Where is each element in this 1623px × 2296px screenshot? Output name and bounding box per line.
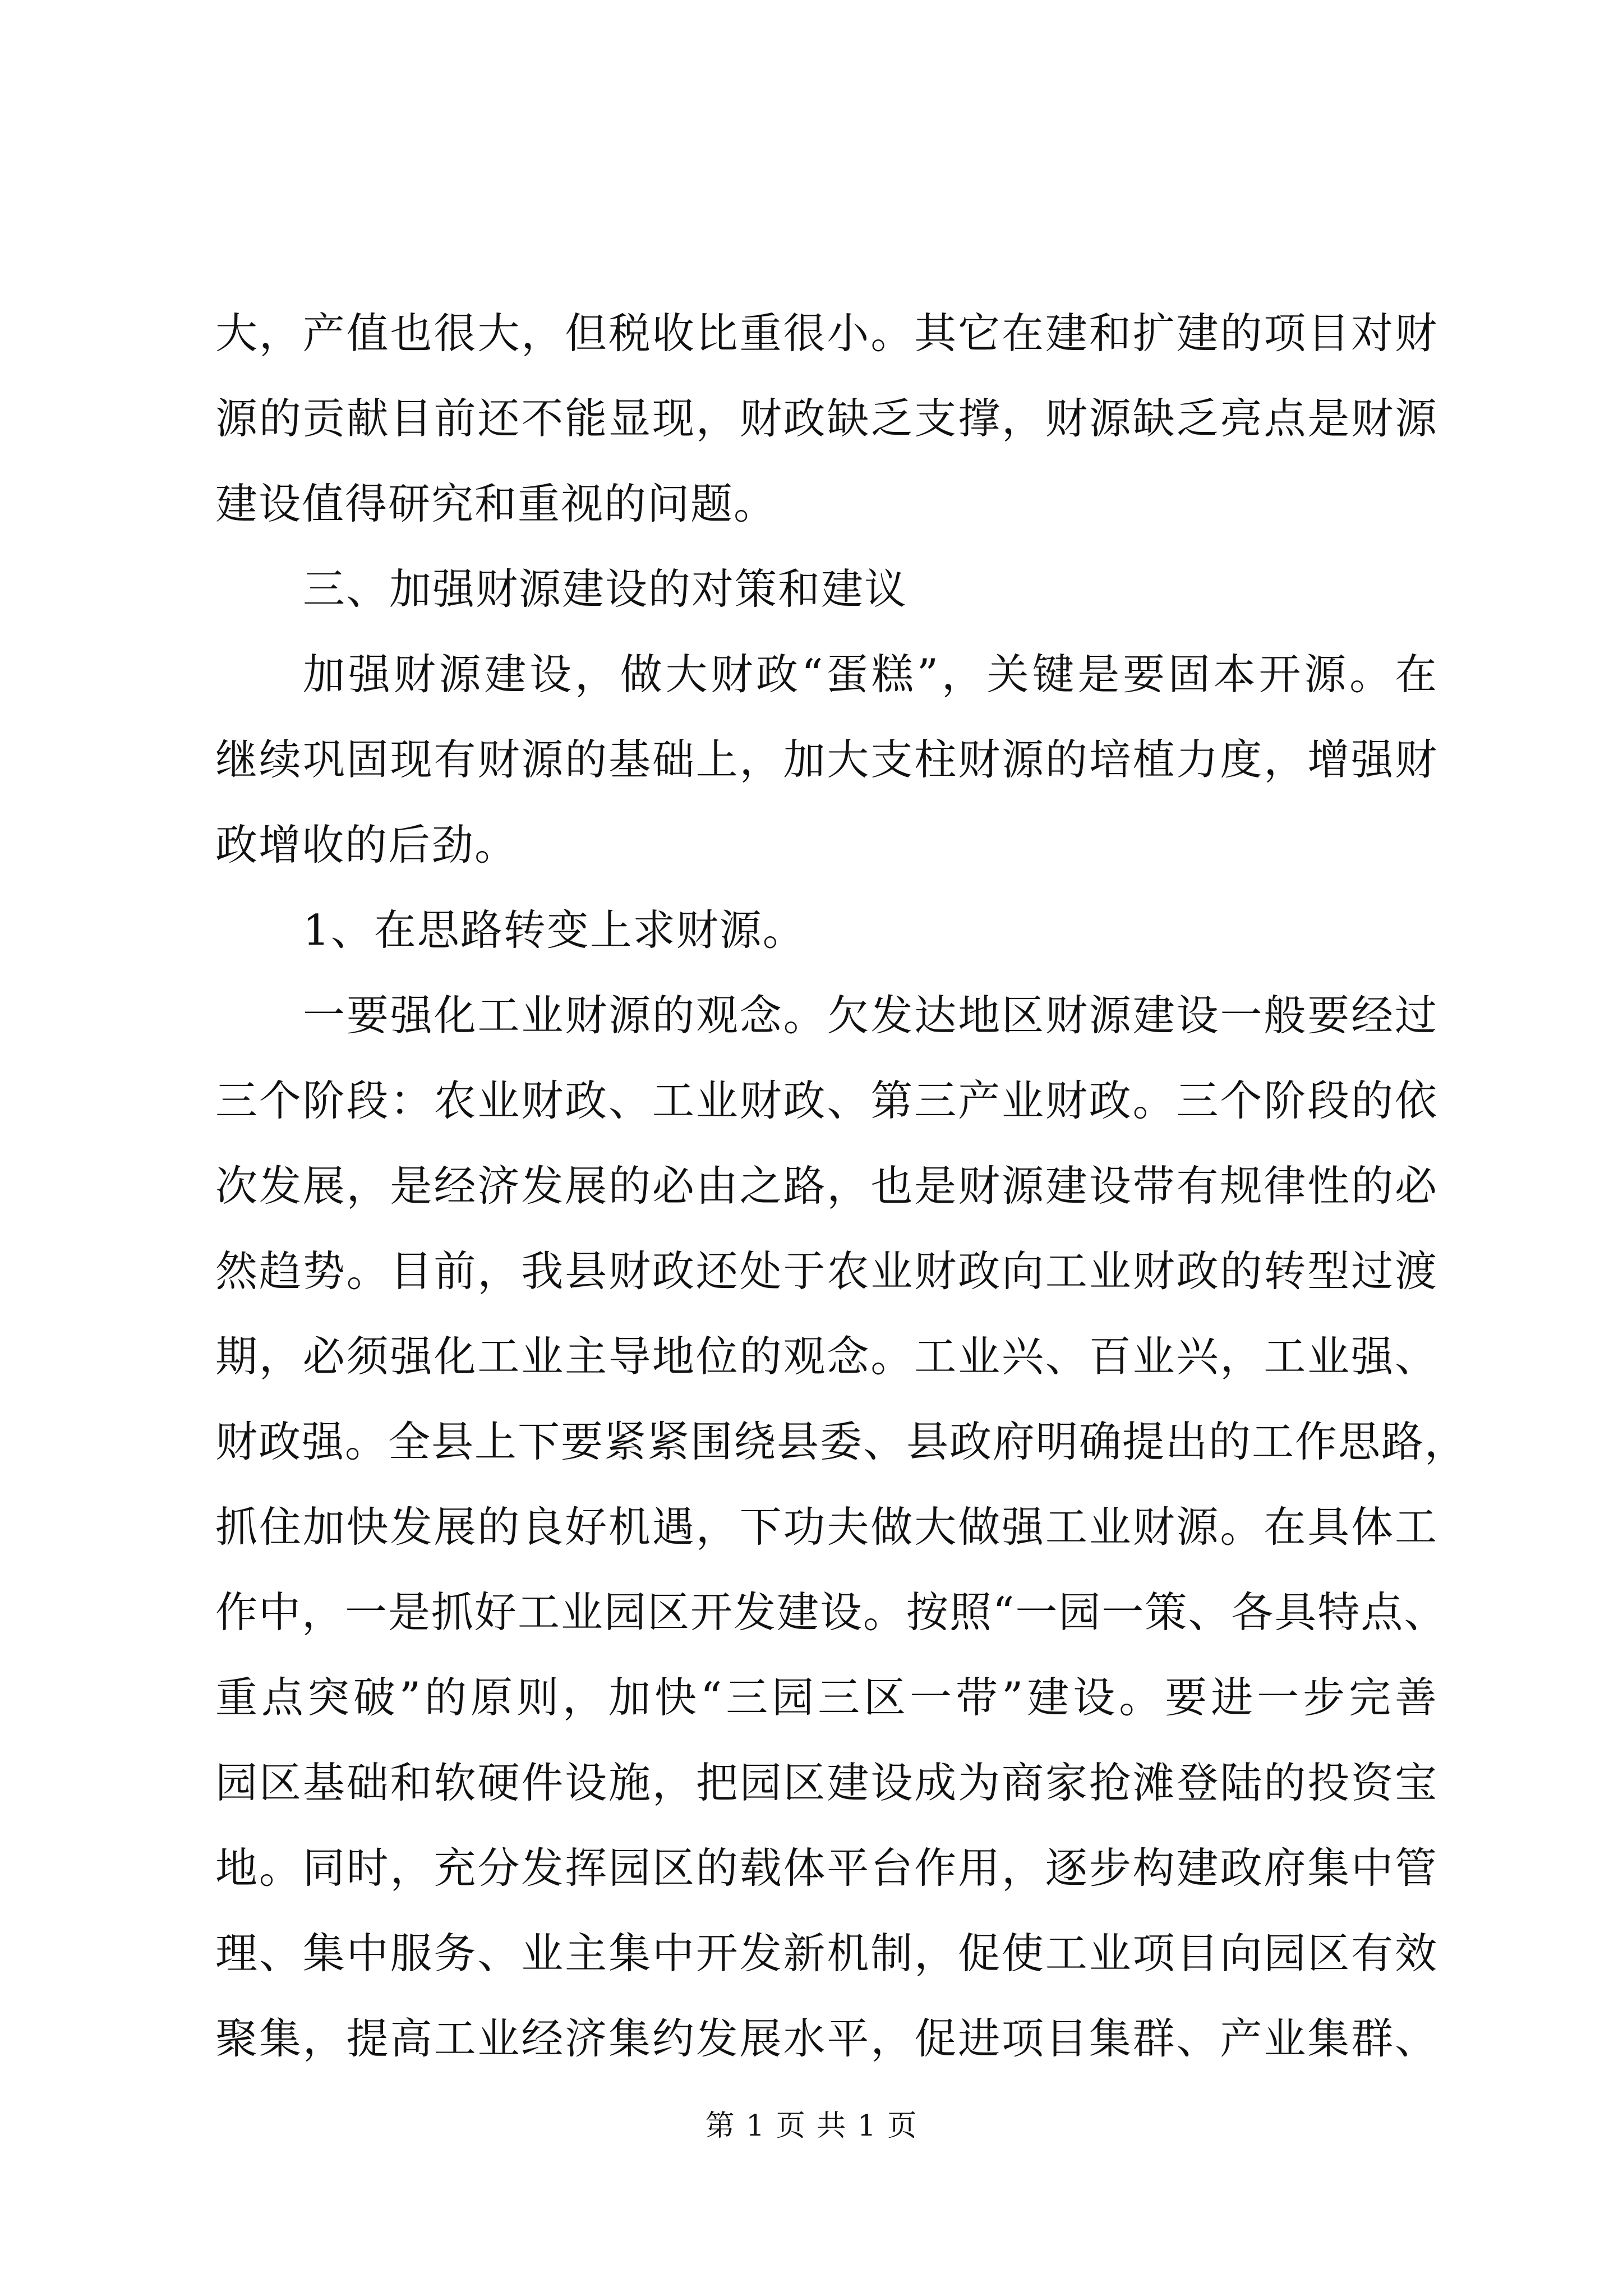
text-line: 继续巩固现有财源的基础上，加大支柱财源的培植力度，增强财 — [215, 735, 1438, 784]
text-line: 理、集中服务、业主集中开发新机制，促使工业项目向园区有效 — [215, 1929, 1438, 1978]
text-line: 然趋势。目前，我县财政还处于农业财政向工业财政的转型过渡 — [215, 1246, 1438, 1296]
text-line: 地。同时，充分发挥园区的载体平台作用，逐步构建政府集中管 — [215, 1843, 1438, 1893]
text-line: 财政强。全县上下要紧紧围绕县委、县政府明确提出的工作思路， — [215, 1417, 1468, 1466]
text-line: 聚集，提高工业经济集约发展水平，促进项目集群、产业集群、 — [215, 2014, 1438, 2063]
document-body — [215, 291, 1468, 2081]
text-line: 建设值得研究和重视的问题。 — [215, 479, 777, 528]
text-line: 大，产值也很大，但税收比重很小。其它在建和扩建的项目对财 — [215, 309, 1438, 358]
text-line: 作中，一是抓好工业园区开发建设。按照“一园一策、各具特点、 — [215, 1588, 1447, 1637]
text-line: 一要强化工业财源的观念。欠发达地区财源建设一般要经过 — [303, 991, 1438, 1040]
text-line: 重点突破”的原则，加快“三园三区一带”建设。要进一步完善 — [215, 1673, 1438, 1722]
text-line: 三个阶段：农业财政、工业财政、第三产业财政。三个阶段的依 — [215, 1076, 1438, 1125]
text-line: 政增收的后劲。 — [215, 820, 518, 869]
text-line: 源的贡献目前还不能显现，财政缺乏支撑，财源缺乏亮点是财源 — [215, 394, 1438, 443]
subsection-heading: 1、在思路转变上求财源。 — [303, 905, 806, 955]
page-footer: 第 1 页 共 1 页 — [705, 2109, 918, 2143]
text-line: 次发展，是经济发展的必由之路，也是财源建设带有规律性的必 — [215, 1161, 1438, 1211]
text-line: 抓住加快发展的良好机遇，下功夫做大做强工业财源。在具体工 — [215, 1502, 1438, 1552]
text-line: 园区基础和软硬件设施，把园区建设成为商家抢滩登陆的投资宝 — [215, 1758, 1438, 1807]
text-line: 期，必须强化工业主导地位的观念。工业兴、百业兴，工业强、 — [215, 1332, 1438, 1381]
section-heading: 三、加强财源建设的对策和建议 — [303, 564, 908, 614]
text-line: 加强财源建设，做大财政“蛋糕”，关键是要固本开源。在 — [303, 650, 1438, 699]
